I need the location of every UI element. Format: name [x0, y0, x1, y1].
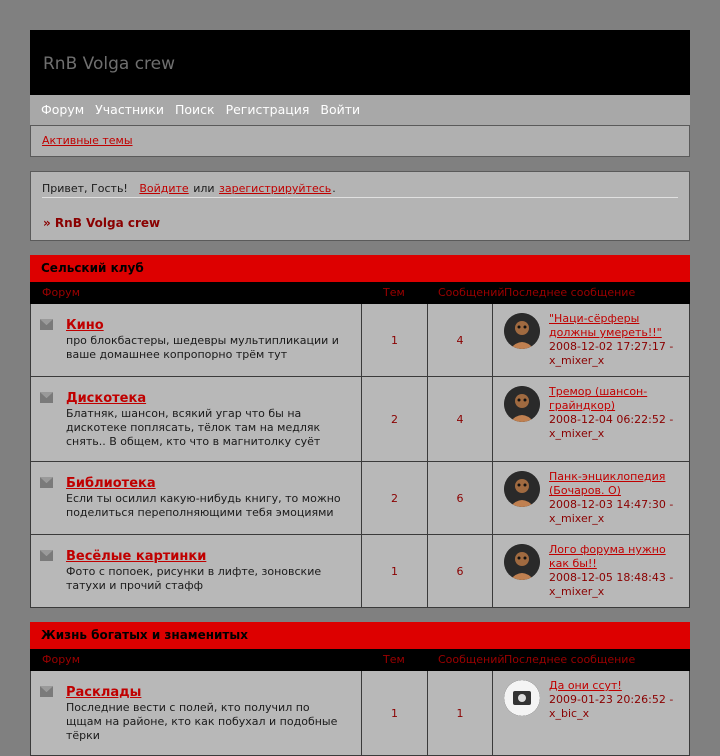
- forum-icon: [40, 477, 53, 488]
- site-header: [30, 30, 690, 95]
- posts-count: 6: [428, 535, 493, 607]
- last-post-user: x_mixer_x: [549, 354, 605, 367]
- page-wrapper: [30, 30, 690, 756]
- last-post-date: 2008-12-04 06:22:52 -: [549, 413, 674, 426]
- forum-description: Последние вести с полей, кто получил по щщам на районе, кто как побухал и подобные тёрки: [66, 701, 338, 742]
- column-forum: Форум: [42, 653, 80, 666]
- topics-count: 1: [362, 535, 428, 607]
- posts-count: 4: [428, 377, 493, 461]
- last-post-link[interactable]: Панк-энциклопедия (Бочаров. О): [549, 470, 666, 497]
- posts-count: 1: [428, 671, 493, 755]
- breadcrumb[interactable]: » RnB Volga crew: [43, 216, 161, 230]
- forum-description: Если ты осилил какую-нибудь книгу, то можно поделиться переполняющими тебя эмоциями: [66, 492, 341, 519]
- last-post-cell: [493, 671, 689, 755]
- forum-icon: [40, 550, 53, 561]
- last-post-date: 2009-01-23 20:26:52 -: [549, 693, 674, 706]
- last-post-date: 2008-12-03 14:47:30 -: [549, 498, 674, 511]
- forum-link[interactable]: Библиотека: [66, 476, 156, 491]
- forum-description: Блатняк, шансон, всякий угар что бы на дискотеке поплясать, тёлок там на медляк снять.. В общем, кто что в магнитолку суёт: [66, 407, 321, 448]
- last-post-link[interactable]: Лого форума нужно как бы!!: [549, 543, 666, 570]
- category: [30, 255, 690, 608]
- site-title: RnB Volga crew: [43, 54, 176, 74]
- last-post-cell: [493, 535, 689, 607]
- forum-row: [30, 535, 690, 608]
- column-last-post: Последнее сообщение: [504, 653, 636, 666]
- nav-item-register[interactable]: Регистрация: [225, 102, 310, 117]
- forum-cell: [31, 304, 362, 376]
- register-link[interactable]: зарегистрируйтесь: [219, 182, 332, 195]
- forum-icon: [40, 319, 53, 330]
- greeting-line: [42, 182, 336, 195]
- last-post-user: x_mixer_x: [549, 427, 605, 440]
- last-post-user: x_mixer_x: [549, 512, 605, 525]
- visit-panel: [30, 171, 690, 241]
- avatar[interactable]: [504, 680, 540, 716]
- forum-description: про блокбастеры, шедевры мультипликации и ваше домашнее копропорно трём тут: [66, 334, 339, 361]
- avatar[interactable]: [504, 313, 540, 349]
- sub-nav: [30, 125, 690, 157]
- topics-count: 2: [362, 462, 428, 534]
- forum-row: [30, 462, 690, 535]
- last-post-date: 2008-12-02 17:27:17 -: [549, 340, 674, 353]
- avatar[interactable]: [504, 386, 540, 422]
- forum-icon: [40, 392, 53, 403]
- last-post-link[interactable]: "Наци-сёрферы должны умереть!!": [549, 312, 662, 339]
- column-last-post: Последнее сообщение: [504, 286, 636, 299]
- last-post-date: 2008-12-05 18:48:43 -: [549, 571, 674, 584]
- column-headers: [30, 649, 690, 671]
- column-posts: Сообщений: [438, 286, 505, 299]
- forum-cell: [31, 462, 362, 534]
- posts-count: 4: [428, 304, 493, 376]
- column-posts: Сообщений: [438, 653, 505, 666]
- category: [30, 622, 690, 756]
- active-topics-link[interactable]: Активные темы: [42, 134, 133, 147]
- greeting-dot: .: [332, 182, 336, 195]
- topics-count: 1: [362, 304, 428, 376]
- nav-item-login[interactable]: Войти: [320, 102, 361, 117]
- avatar[interactable]: [504, 544, 540, 580]
- column-forum: Форум: [42, 286, 80, 299]
- forum-row: [30, 304, 690, 377]
- forum-categories: [30, 255, 690, 756]
- last-post-user: x_bic_x: [549, 707, 590, 720]
- forum-link[interactable]: Кино: [66, 318, 104, 333]
- nav-item-forum[interactable]: Форум: [41, 102, 85, 117]
- topics-count: 2: [362, 377, 428, 461]
- last-post-link[interactable]: Да они ссут!: [549, 679, 622, 692]
- nav-item-search[interactable]: Поиск: [174, 102, 215, 117]
- column-topics: Тем: [383, 653, 405, 666]
- forum-link[interactable]: Расклады: [66, 685, 142, 700]
- forum-cell: [31, 671, 362, 755]
- category-title: Жизнь богатых и знаменитых: [30, 622, 690, 649]
- main-nav: [30, 95, 690, 125]
- forum-row: [30, 671, 690, 756]
- posts-count: 6: [428, 462, 493, 534]
- forum-link[interactable]: Весёлые картинки: [66, 549, 207, 564]
- forum-link[interactable]: Дискотека: [66, 391, 147, 406]
- last-post-cell: [493, 462, 689, 534]
- forum-cell: [31, 377, 362, 461]
- greeting-text: Привет, Гость!: [42, 182, 128, 195]
- column-headers: [30, 282, 690, 304]
- login-link[interactable]: Войдите: [139, 182, 189, 195]
- avatar[interactable]: [504, 471, 540, 507]
- last-post-cell: [493, 304, 689, 376]
- column-topics: Тем: [383, 286, 405, 299]
- forum-cell: [31, 535, 362, 607]
- last-post-user: x_mixer_x: [549, 585, 605, 598]
- divider: [42, 197, 678, 198]
- forum-row: [30, 377, 690, 462]
- topics-count: 1: [362, 671, 428, 755]
- forum-icon: [40, 686, 53, 697]
- last-post-cell: [493, 377, 689, 461]
- category-title: Сельский клуб: [30, 255, 690, 282]
- forum-description: Фото с попоек, рисунки в лифте, зоновские татухи и прочий стафф: [66, 565, 322, 592]
- or-text: или: [193, 182, 215, 195]
- last-post-link[interactable]: Тремор (шансон-грайндкор): [549, 385, 648, 412]
- nav-item-users[interactable]: Участники: [95, 102, 164, 117]
